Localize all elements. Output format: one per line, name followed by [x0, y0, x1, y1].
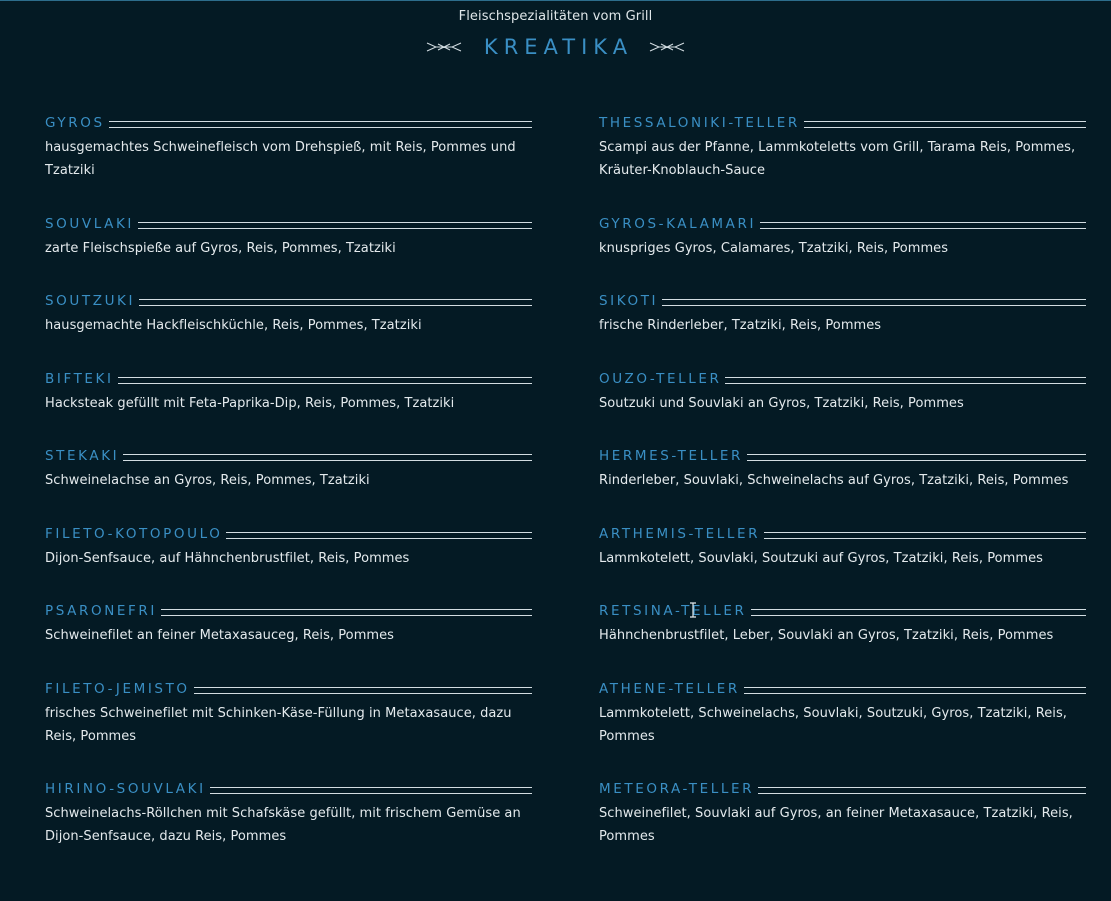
menu-item-name: STEKAKI — [45, 448, 120, 464]
menu-item-fileto-jemisto — [45, 680, 532, 748]
menu-item-rule — [662, 299, 1086, 306]
menu-item-header — [45, 370, 532, 388]
menu-item-name: PSARONEFRI — [45, 603, 157, 619]
menu-item-description: Hacksteak gefüllt mit Feta-Paprika-Dip, Reis, Pommes, Tzatziki — [45, 396, 455, 411]
menu-item-gyros-kalamari — [599, 215, 1086, 260]
menu-item-stekaki — [45, 447, 532, 492]
menu-item-name: THESSALONIKI-TELLER — [599, 115, 800, 131]
left-ornament-icon — [426, 41, 462, 53]
menu-item-name: METEORA-TELLER — [599, 781, 755, 797]
section-subtitle: Fleischspezialitäten vom Grill — [458, 9, 653, 24]
menu-item-sikoti — [599, 292, 1086, 337]
menu-item-header — [599, 680, 1086, 698]
menu-item-header — [45, 292, 532, 310]
menu-item-retsina-teller — [599, 602, 1086, 647]
menu-item-description: Schweinefilet, Souvlaki auf Gyros, an feiner Metaxasauce, Tzatziki, Reis, Pommes — [599, 806, 1073, 844]
menu-item-arthemis-teller — [599, 525, 1086, 570]
menu-item-header — [599, 525, 1086, 543]
menu-item-header — [45, 602, 532, 620]
menu-item-header — [45, 780, 532, 798]
menu-item-header — [45, 447, 532, 465]
menu-item-rule — [109, 121, 532, 128]
menu-item-bifteki — [45, 370, 532, 415]
menu-item-name: ARTHEMIS-TELLER — [599, 526, 761, 542]
menu-item-header — [599, 215, 1086, 233]
menu-item-rule — [758, 787, 1086, 794]
menu-item-description: Scampi aus der Pfanne, Lammkoteletts vom Grill, Tarama Reis, Pommes, Kräuter-Knoblauch-Sauce — [599, 140, 1076, 178]
menu-item-rule — [210, 787, 532, 794]
title-row — [0, 32, 1111, 62]
menu-item-rule — [123, 454, 532, 461]
menu-item-name: BIFTEKI — [45, 371, 114, 387]
menu-item-name: HIRINO-SOUVLAKI — [45, 781, 206, 797]
menu-item-name: ATHENE-TELLER — [599, 681, 740, 697]
menu-item-header — [45, 114, 532, 132]
menu-item-souvlaki — [45, 215, 532, 260]
menu-item-description: Lammkotelett, Schweinelachs, Souvlaki, Soutzuki, Gyros, Tzatziki, Reis, Pommes — [599, 706, 1067, 744]
menu-item-name: FILETO-JEMISTO — [45, 681, 190, 697]
menu-item-rule — [725, 377, 1086, 384]
menu-item-description: hausgemachtes Schweinefleisch vom Drehspieß, mit Reis, Pommes und Tzatziki — [45, 140, 516, 178]
menu-item-name: HERMES-TELLER — [599, 448, 743, 464]
top-border — [0, 0, 1111, 1]
menu-item-rule — [747, 454, 1086, 461]
menu-item-header — [45, 525, 532, 543]
menu-item-rule — [118, 377, 532, 384]
menu-item-rule — [194, 687, 532, 694]
menu-item-name: SIKOTI — [599, 293, 659, 309]
menu-item-name: GYROS-KALAMARI — [599, 216, 757, 232]
menu-item-rule — [744, 687, 1086, 694]
menu-item-description: Hähnchenbrustfilet, Leber, Souvlaki an Gyros, Tzatziki, Reis, Pommes — [599, 628, 1054, 643]
menu-item-header — [599, 292, 1086, 310]
menu-item-name: SOUTZUKI — [45, 293, 136, 309]
menu-item-description: zarte Fleischspieße auf Gyros, Reis, Pommes, Tzatziki — [45, 241, 396, 256]
menu-item-header — [599, 114, 1086, 132]
page-title: KREATIKA — [483, 35, 634, 59]
menu-item-meteora-teller — [599, 780, 1086, 848]
menu-item-hirino-souvlaki — [45, 780, 532, 848]
menu-item-header — [45, 215, 532, 233]
text-cursor-icon — [688, 602, 698, 618]
menu-item-description: knuspriges Gyros, Calamares, Tzatziki, Reis, Pommes — [599, 241, 949, 256]
menu-item-rule — [751, 609, 1086, 616]
menu-item-psaronefri — [45, 602, 532, 647]
menu-item-description: Dijon-Senfsauce, auf Hähnchenbrustfilet, Reis, Pommes — [45, 551, 410, 566]
menu-item-description: Schweinefilet an feiner Metaxasauceg, Reis, Pommes — [45, 628, 394, 643]
menu-item-name: OUZO-TELLER — [599, 371, 722, 387]
page-header — [0, 8, 1111, 62]
menu-item-name: SOUVLAKI — [45, 216, 135, 232]
menu-item-description: frisches Schweinefilet mit Schinken-Käse-Füllung in Metaxasauce, dazu Reis, Pommes — [45, 706, 512, 744]
menu-item-description: Schweinelachs-Röllchen mit Schafskäse gefüllt, mit frischem Gemüse an Dijon-Senfsauce, dazu Reis, Pommes — [45, 806, 521, 844]
menu-item-header — [45, 680, 532, 698]
menu-item-description: Rinderleber, Souvlaki, Schweinelachs auf Gyros, Tzatziki, Reis, Pommes — [599, 473, 1069, 488]
menu-item-gyros — [45, 114, 532, 182]
menu-item-header — [599, 780, 1086, 798]
menu-item-header — [599, 370, 1086, 388]
menu-item-rule — [764, 532, 1086, 539]
menu-item-rule — [139, 299, 532, 306]
menu-item-description: Soutzuki und Souvlaki an Gyros, Tzatziki, Reis, Pommes — [599, 396, 964, 411]
menu-item-rule — [138, 222, 532, 229]
menu-item-header — [599, 602, 1086, 620]
menu-item-athene-teller — [599, 680, 1086, 748]
menu-item-ouzo-teller — [599, 370, 1086, 415]
menu-item-hermes-teller — [599, 447, 1086, 492]
menu-item-rule — [226, 532, 532, 539]
right-ornament-icon — [649, 41, 685, 53]
menu-item-description: Lammkotelett, Souvlaki, Soutzuki auf Gyros, Tzatziki, Reis, Pommes — [599, 551, 1043, 566]
menu-item-rule — [804, 121, 1086, 128]
menu-item-description: Schweinelachse an Gyros, Reis, Pommes, Tzatziki — [45, 473, 370, 488]
menu-item-header — [599, 447, 1086, 465]
menu-item-thessaloniki-teller — [599, 114, 1086, 182]
menu-item-name: FILETO-KOTOPOULO — [45, 526, 223, 542]
menu-item-name: RETSINA-TELLER — [599, 603, 747, 619]
menu-item-description: frische Rinderleber, Tzatziki, Reis, Pommes — [599, 318, 882, 333]
menu-item-soutzuki — [45, 292, 532, 337]
menu-item-name: GYROS — [45, 115, 105, 131]
menu-item-rule — [161, 609, 532, 616]
menu-item-fileto-kotopoulo — [45, 525, 532, 570]
menu-item-rule — [760, 222, 1086, 229]
menu-item-description: hausgemachte Hackfleischküchle, Reis, Pommes, Tzatziki — [45, 318, 422, 333]
